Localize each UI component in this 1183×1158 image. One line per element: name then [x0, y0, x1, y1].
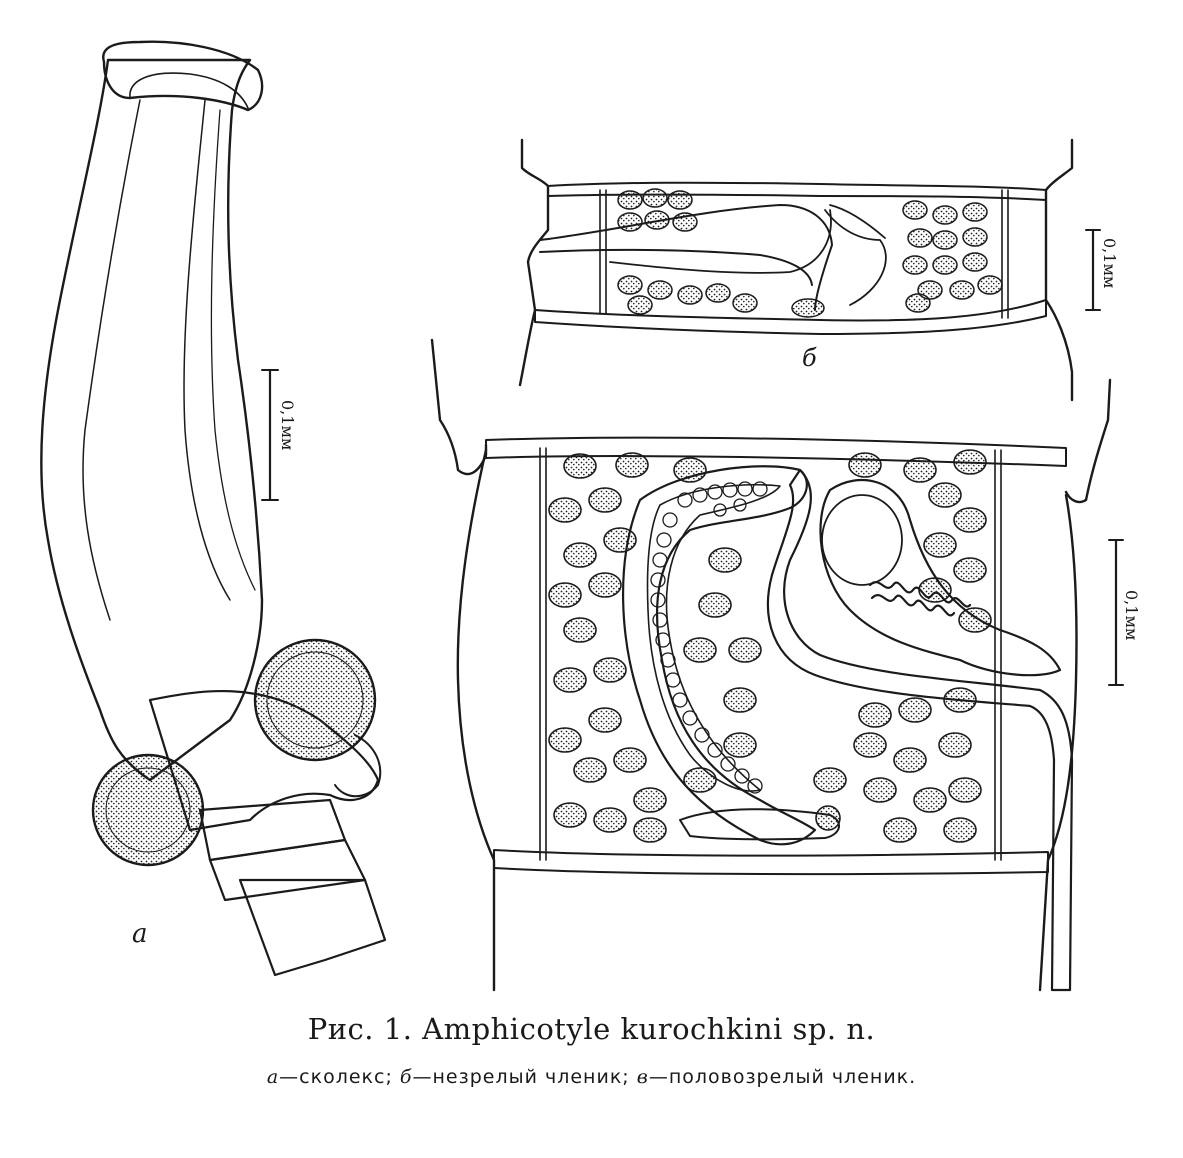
- figure-caption-title: Рис. 1. Amphicotyle kurochkini sp. n.: [307, 1012, 876, 1046]
- caption-letter-a: а: [266, 1066, 280, 1088]
- caption-letter-b: б: [399, 1066, 413, 1088]
- caption-letter-c: в: [636, 1066, 649, 1088]
- figure-caption-legend: [0, 1066, 1183, 1088]
- panel-label-b: б: [802, 344, 817, 372]
- immature-proglottid-drawing: [520, 140, 1119, 400]
- caption-text-c: —половозрелый членик.: [648, 1066, 917, 1088]
- caption-text-b: —незрелый членик;: [412, 1066, 637, 1088]
- panel-label-a: а: [132, 919, 148, 949]
- scale-label-a: 0,1мм: [278, 400, 297, 451]
- scale-label-b: 0,1мм: [1100, 238, 1119, 289]
- scolex-drawing: [41, 42, 385, 975]
- caption-text-a: —сколекс;: [279, 1066, 400, 1088]
- mature-proglottid-drawing: [432, 340, 1141, 990]
- scale-label-c: 0,1мм: [1122, 590, 1141, 641]
